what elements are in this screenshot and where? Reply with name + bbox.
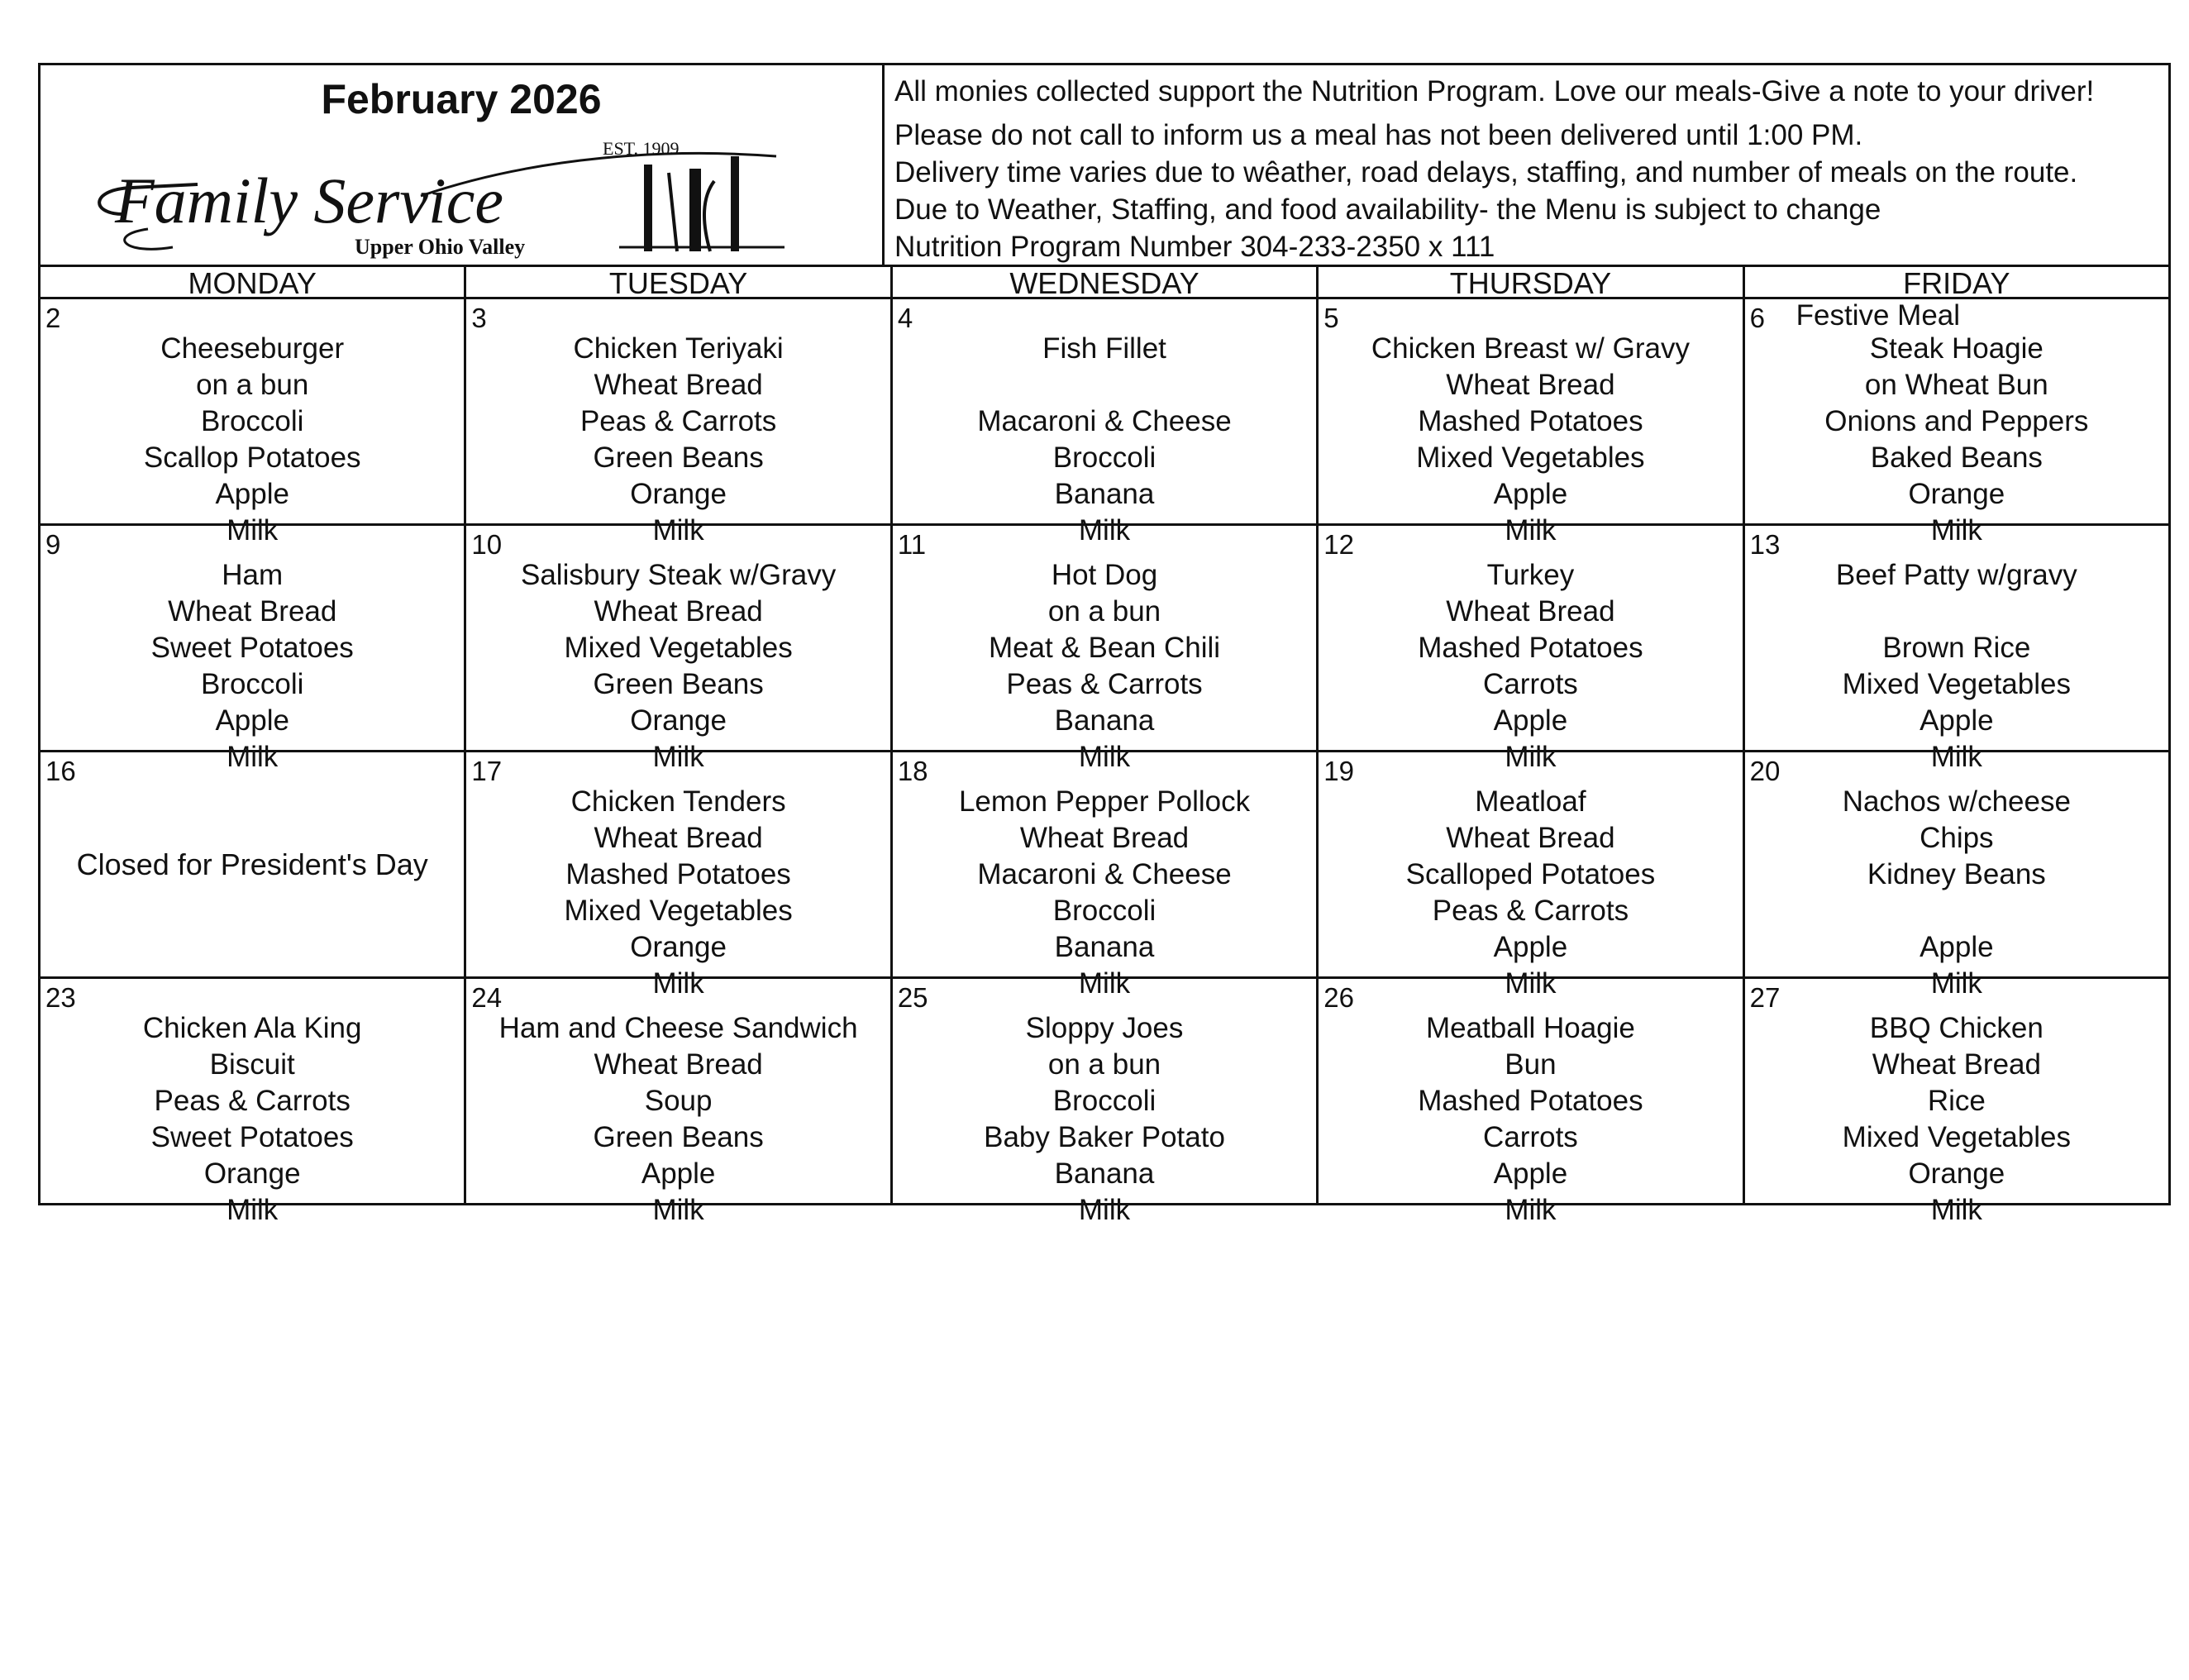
menu-item: Milk — [1930, 967, 1982, 1000]
menu-item: Apple — [1493, 704, 1568, 737]
menu-items — [466, 557, 889, 776]
logo-subtitle: Upper Ohio Valley — [355, 235, 526, 259]
weekday-thursday: THURSDAY — [1319, 267, 1744, 297]
menu-item: Ham — [222, 559, 284, 591]
day-number: 12 — [1323, 529, 1354, 560]
logo-est: EST. 1909 — [603, 138, 680, 159]
menu-items — [1745, 1010, 2168, 1229]
menu-item: Meat & Bean Chili — [988, 632, 1221, 664]
menu-item: Mashed Potatoes — [1418, 405, 1643, 437]
menu-item: Steak Hoagie — [1869, 332, 2044, 365]
day-number: 25 — [897, 982, 928, 1013]
menu-item: Apple — [1493, 1157, 1568, 1190]
menu-item: Fish Fillet — [1042, 332, 1166, 365]
notice-4: Due to Weather, Staffing, and food availability- the Menu is subject to change — [894, 193, 1881, 226]
menu-item: Mixed Vegetables — [1842, 1121, 2071, 1153]
menu-item: Cheeseburger — [160, 332, 345, 365]
menu-item: Peas & Carrots — [1432, 895, 1629, 927]
menu-items — [466, 784, 889, 1002]
menu-item: Chips — [1920, 822, 1994, 854]
title-block — [41, 65, 885, 265]
notice-2: Please do not call to inform us a meal has not been delivered until 1:00 PM. — [894, 119, 1863, 151]
menu-item: Broccoli — [1052, 441, 1156, 474]
menu-item: Bun — [1505, 1048, 1557, 1081]
menu-item: Milk — [1078, 1194, 1131, 1226]
menu-items — [1319, 784, 1742, 1002]
menu-item: Wheat Bread — [594, 822, 763, 854]
menu-items — [893, 1010, 1316, 1229]
day-number: 19 — [1323, 756, 1354, 786]
menu-item: on a bun — [196, 369, 309, 401]
menu-item: Chicken Teriyaki — [573, 332, 784, 365]
menu-item: Broccoli — [1052, 895, 1156, 927]
menu-item: on a bun — [1047, 1048, 1161, 1081]
day-number: 13 — [1749, 529, 1781, 560]
menu-item: Brown Rice — [1882, 632, 2031, 664]
menu-item: Broccoli — [1052, 1085, 1156, 1117]
day-note: Festive Meal — [1796, 299, 1961, 332]
menu-item: Banana — [1054, 478, 1155, 510]
day-number: 20 — [1749, 756, 1781, 786]
day-number: 16 — [45, 756, 76, 786]
menu-item: Chicken Breast w/ Gravy — [1371, 332, 1690, 365]
day-cell — [41, 979, 466, 1226]
menu-item: Milk — [1078, 741, 1131, 773]
weekday-wednesday: WEDNESDAY — [893, 267, 1319, 297]
day-number: 26 — [1323, 982, 1354, 1013]
menu-item: Macaroni & Cheese — [977, 405, 1232, 437]
menu-item: Milk — [1930, 1194, 1982, 1226]
menu-item: Wheat Bread — [594, 1048, 763, 1081]
logo-wordmark: Family Service — [115, 165, 503, 236]
menu-item: Milk — [227, 741, 279, 773]
menu-items — [466, 1010, 889, 1229]
menu-item: Milk — [1078, 514, 1131, 546]
day-number: 6 — [1749, 303, 1765, 333]
menu-item: Hot Dog — [1051, 559, 1158, 591]
menu-item: Apple — [641, 1157, 716, 1190]
menu-item: Salisbury Steak w/Gravy — [520, 559, 837, 591]
menu-item: Wheat Bread — [1446, 822, 1615, 854]
menu-item: Wheat Bread — [594, 595, 763, 628]
menu-item: Milk — [1930, 741, 1982, 773]
notice-5: Nutrition Program Number 304-233-2350 x 111 — [894, 231, 1495, 263]
menu-items — [1319, 557, 1742, 776]
menu-items — [1745, 331, 2168, 549]
menu-item: Meatloaf — [1475, 785, 1586, 818]
menu-item: Baby Baker Potato — [984, 1121, 1225, 1153]
menu-item: Apple — [1920, 704, 1994, 737]
day-cell — [1745, 979, 2168, 1226]
menu-item: Rice — [1927, 1085, 1986, 1117]
menu-item: Onions and Peppers — [1824, 405, 2089, 437]
menu-item: Orange — [203, 1157, 301, 1190]
weekday-monday: MONDAY — [41, 267, 466, 297]
menu-item: Mixed Vegetables — [1842, 668, 2071, 700]
menu-item: Orange — [630, 704, 727, 737]
menu-item: Turkey — [1486, 559, 1575, 591]
menu-item: Milk — [652, 514, 704, 546]
menu-item: Macaroni & Cheese — [977, 858, 1232, 890]
menu-item: Milk — [1505, 967, 1557, 1000]
menu-item: Chicken Ala King — [142, 1012, 362, 1044]
notices-block — [885, 65, 2168, 265]
weekday-header-row — [38, 265, 2171, 299]
day-number: 11 — [897, 529, 927, 560]
menu-item: Wheat Bread — [594, 369, 763, 401]
menu-item: Scalloped Potatoes — [1405, 858, 1656, 890]
menu-item: Peas & Carrots — [579, 405, 777, 437]
menu-item: Milk — [652, 1194, 704, 1226]
menu-item: Meatball Hoagie — [1425, 1012, 1635, 1044]
day-number: 24 — [471, 982, 503, 1013]
menu-item: Milk — [1505, 741, 1557, 773]
menu-item — [1745, 594, 2168, 630]
menu-item: Peas & Carrots — [154, 1085, 351, 1117]
menu-item: Sweet Potatoes — [150, 632, 354, 664]
menu-item: Lemon Pepper Pollock — [958, 785, 1251, 818]
day-number: 9 — [45, 529, 61, 560]
menu-item: Apple — [1493, 478, 1568, 510]
menu-item: Chicken Tenders — [570, 785, 786, 818]
menu-item: Broccoli — [200, 668, 304, 700]
menu-item: Mixed Vegetables — [564, 632, 793, 664]
menu-items — [1745, 557, 2168, 776]
menu-item: Milk — [1505, 514, 1557, 546]
menu-item: Ham and Cheese Sandwich — [498, 1012, 858, 1044]
day-number: 27 — [1749, 982, 1781, 1013]
menu-item: Wheat Bread — [1446, 595, 1615, 628]
menu-item: Peas & Carrots — [1006, 668, 1203, 700]
day-number: 18 — [897, 756, 928, 786]
menu-item: on a bun — [1047, 595, 1161, 628]
menu-item: Mashed Potatoes — [565, 858, 791, 890]
menu-item: Orange — [1908, 478, 2005, 510]
menu-item: Milk — [652, 741, 704, 773]
menu-item: Apple — [215, 704, 289, 737]
menu-items — [1319, 1010, 1742, 1229]
menu-item — [1745, 893, 2168, 929]
menu-item: Milk — [227, 514, 279, 546]
day-cell — [1319, 979, 1744, 1226]
closed-notice: Closed for President's Day — [76, 847, 428, 881]
menu-item: Sloppy Joes — [1025, 1012, 1184, 1044]
menu-item: on Wheat Bun — [1864, 369, 2048, 401]
day-number: 2 — [45, 303, 61, 333]
menu-item: Wheat Bread — [1446, 369, 1615, 401]
menu-items — [1745, 784, 2168, 1002]
menu-item: Apple — [215, 478, 289, 510]
menu-item: Wheat Bread — [1019, 822, 1190, 854]
menu-item: Milk — [227, 1194, 279, 1226]
notice-1: All monies collected support the Nutrition Program. Love our meals-Give a note to your driver! — [894, 75, 2095, 107]
menu-item: Beef Patty w/gravy — [1835, 559, 2077, 591]
menu-item: Orange — [630, 931, 727, 963]
menu-item — [893, 367, 1316, 403]
menu-item: Banana — [1054, 1157, 1155, 1190]
menu-item: Broccoli — [200, 405, 304, 437]
menu-item: Carrots — [1483, 668, 1578, 700]
menu-item: Mashed Potatoes — [1418, 1085, 1643, 1117]
menu-items — [893, 331, 1316, 549]
month-title: February 2026 — [321, 76, 602, 122]
day-cell — [41, 752, 466, 976]
menu-item: Mashed Potatoes — [1418, 632, 1643, 664]
menu-item: Milk — [1078, 967, 1131, 1000]
menu-calendar — [38, 63, 2171, 1226]
day-cell — [466, 979, 892, 1226]
menu-item: Mixed Vegetables — [564, 895, 793, 927]
day-number: 3 — [471, 303, 487, 333]
menu-item: Kidney Beans — [1867, 858, 2046, 890]
menu-item: Orange — [630, 478, 727, 510]
day-number: 10 — [471, 529, 503, 560]
calendar-weeks — [38, 299, 2171, 1226]
menu-item: Baked Beans — [1870, 441, 2043, 474]
menu-items — [41, 557, 464, 776]
day-cell — [893, 979, 1319, 1226]
menu-item: Banana — [1054, 931, 1155, 963]
menu-item: Soup — [644, 1085, 713, 1117]
weekday-tuesday: TUESDAY — [466, 267, 892, 297]
day-cell — [41, 299, 466, 546]
menu-item: Green Beans — [593, 441, 764, 474]
calendar-header — [38, 63, 2171, 265]
menu-item: Sweet Potatoes — [150, 1121, 354, 1153]
menu-items — [41, 1010, 464, 1229]
menu-item: BBQ Chicken — [1869, 1012, 2044, 1044]
day-number: 5 — [1323, 303, 1339, 333]
menu-item: Mixed Vegetables — [1416, 441, 1645, 474]
day-number: 4 — [897, 303, 913, 333]
menu-item: Wheat Bread — [168, 595, 337, 628]
menu-items — [893, 557, 1316, 776]
menu-items — [41, 331, 464, 549]
menu-item: Banana — [1054, 704, 1155, 737]
menu-item: Biscuit — [209, 1048, 295, 1081]
menu-item: Nachos w/cheese — [1842, 785, 2071, 818]
menu-item: Apple — [1493, 931, 1568, 963]
week-row — [38, 979, 2171, 1226]
menu-item: Apple — [1920, 931, 1994, 963]
weekday-friday: FRIDAY — [1903, 266, 2010, 300]
menu-item: Milk — [652, 967, 704, 1000]
day-number: 23 — [45, 982, 76, 1013]
menu-items — [1319, 331, 1742, 549]
menu-items — [893, 784, 1316, 1002]
menu-item: Scallop Potatoes — [143, 441, 361, 474]
notice-3: Delivery time varies due to wêather, road delays, staffing, and number of meals on the route. — [894, 156, 2078, 189]
day-number: 17 — [471, 756, 503, 786]
menu-item: Carrots — [1483, 1121, 1578, 1153]
menu-items — [466, 331, 889, 549]
menu-item: Milk — [1505, 1194, 1557, 1226]
menu-item: Green Beans — [593, 1121, 764, 1153]
menu-item: Milk — [1930, 514, 1982, 546]
menu-item: Wheat Bread — [1872, 1048, 2041, 1081]
family-service-logo — [74, 123, 818, 264]
menu-item: Orange — [1908, 1157, 2005, 1190]
menu-item: Green Beans — [593, 668, 764, 700]
